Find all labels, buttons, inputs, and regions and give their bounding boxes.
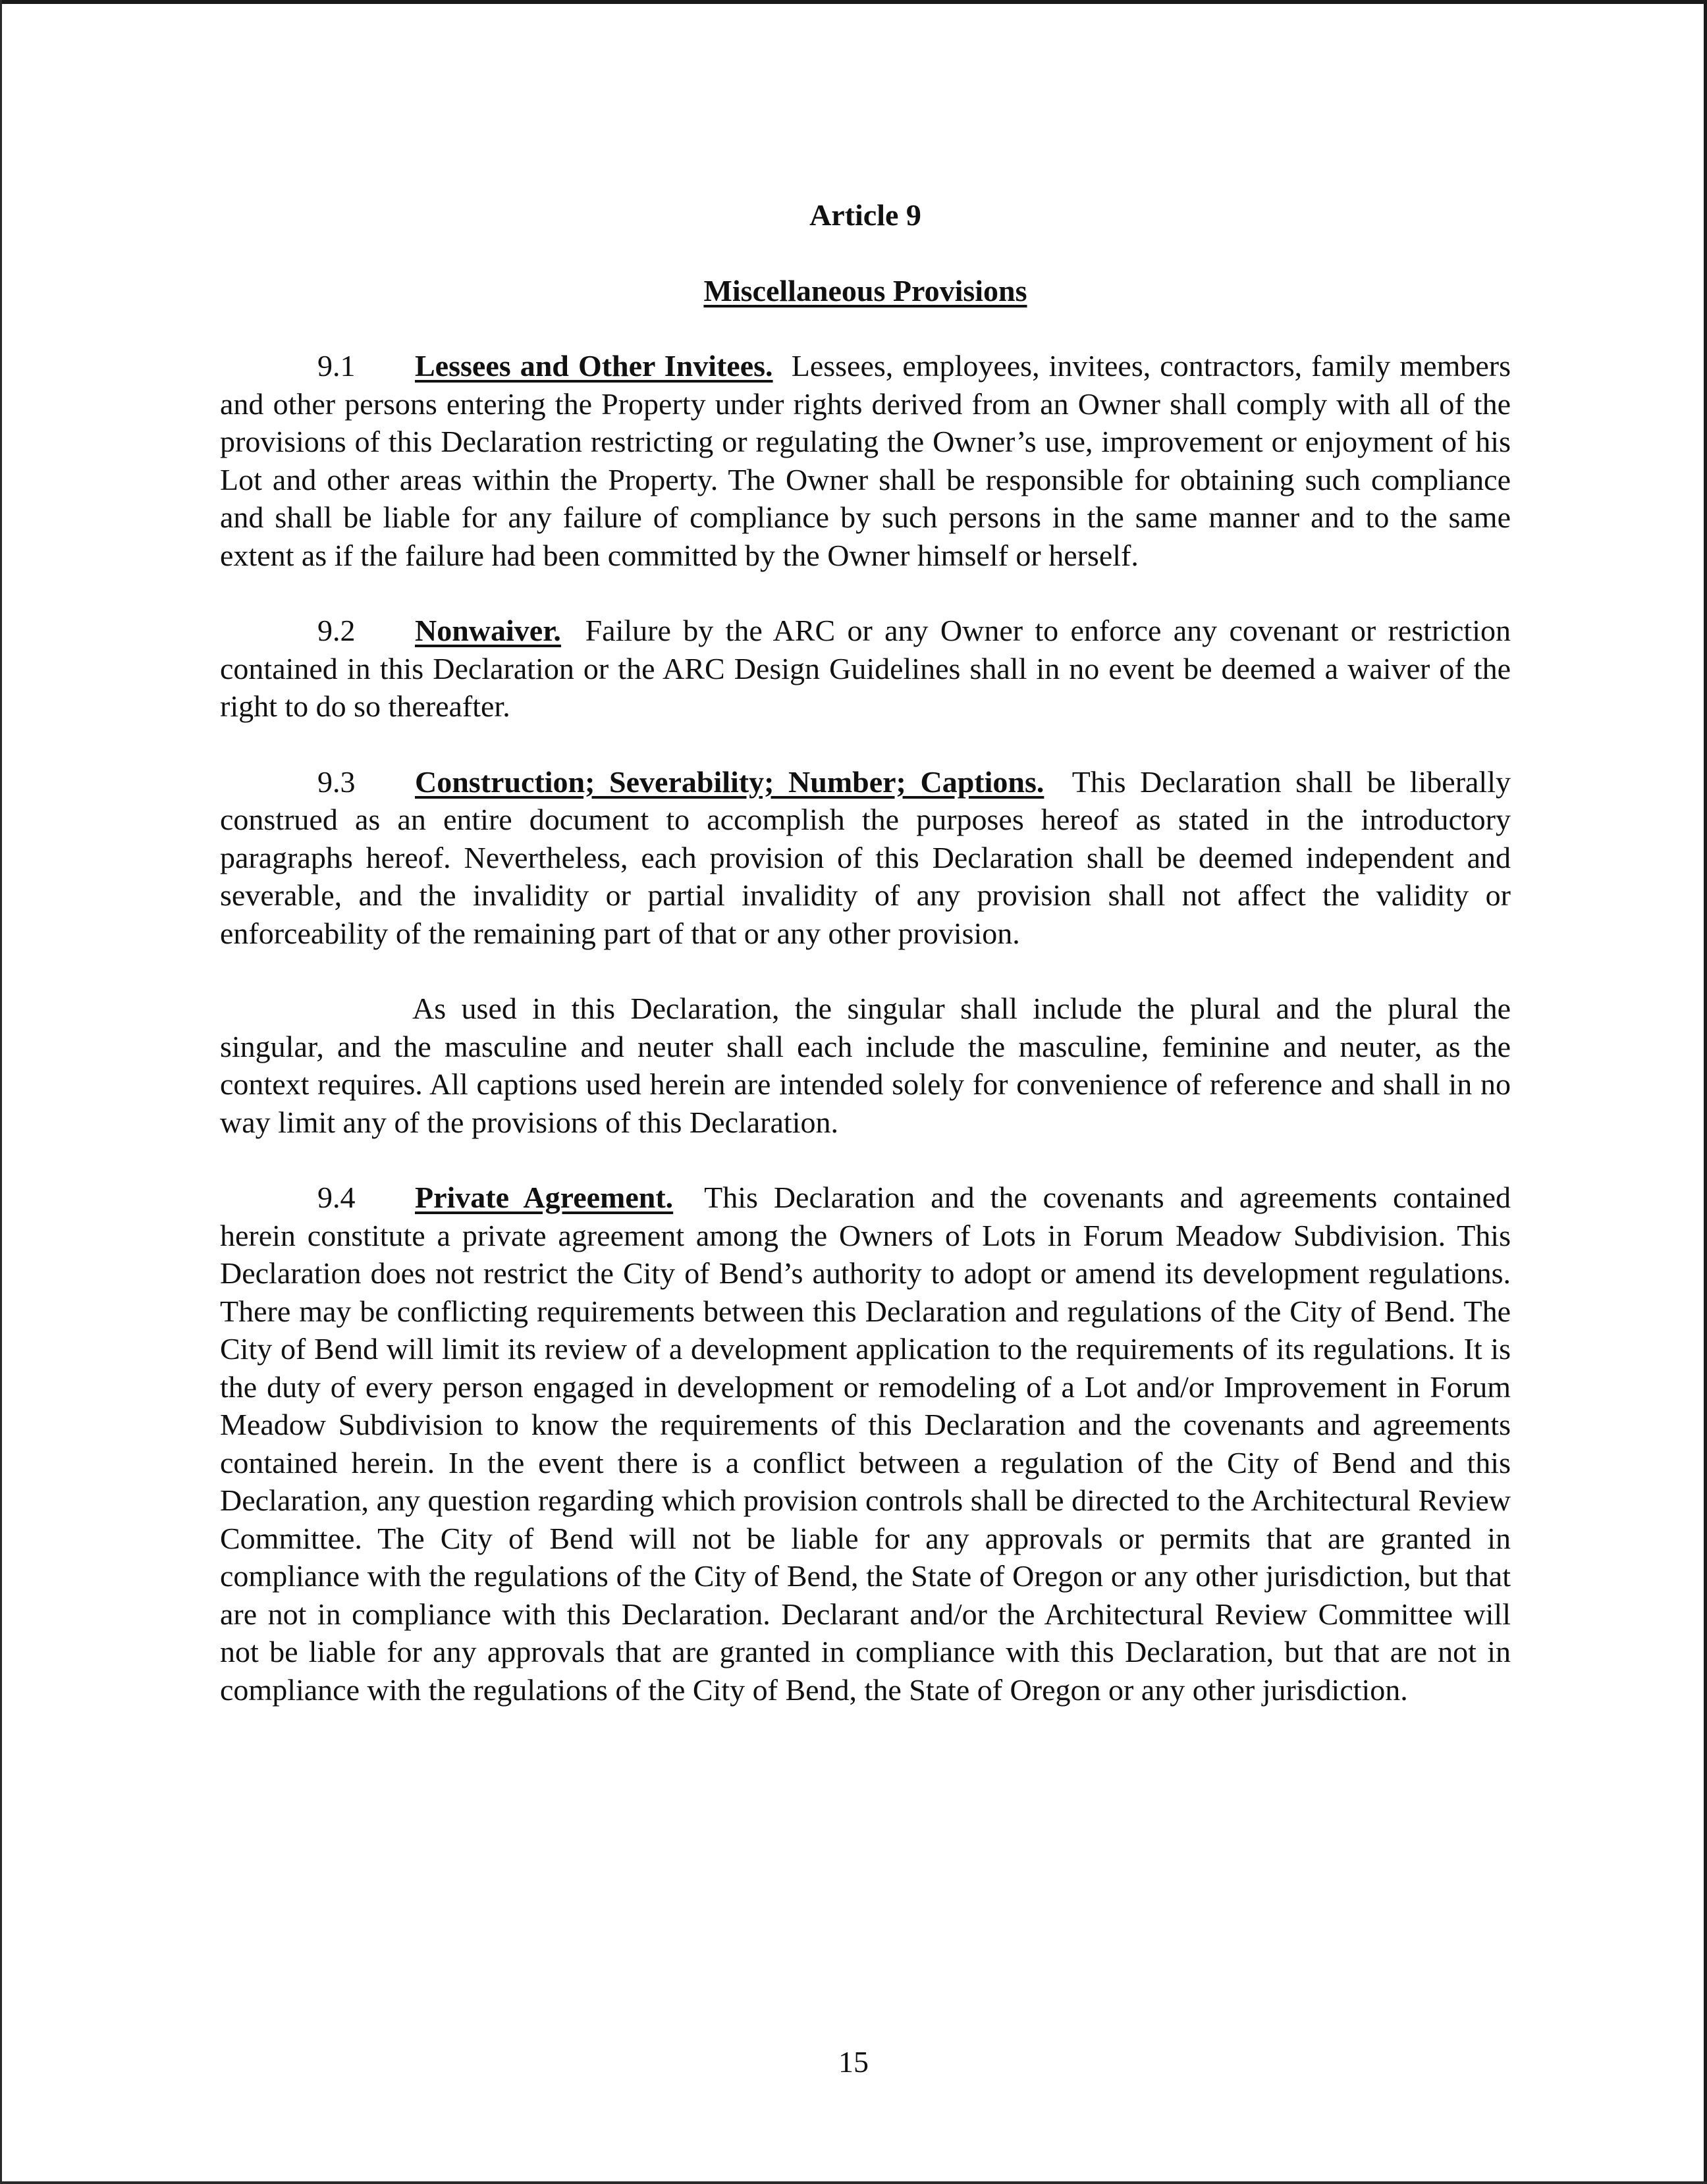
section-9-3 — [220, 763, 1511, 953]
section-text: This Declaration shall be liberally construed as an entire document to accomplish the purposes hereof as stated in the introductory paragraphs hereof. Nevertheless, each provision of this Declaration shall be deemed independent and severable, and the invalidity or partial invalidity of any provision shall not affect the validity or enforceability of the remaining part of that or any other provision. — [220, 764, 1511, 950]
section-title: Construction; Severability; Number; Captions. — [415, 764, 1044, 799]
section-number: 9.4 — [317, 1181, 356, 1214]
section-number: 9.1 — [317, 349, 356, 383]
scan-border-right — [1704, 0, 1707, 2184]
page-number: 15 — [838, 2045, 869, 2079]
section-text: Failure by the ARC or any Owner to enforce any covenant or restriction contained in this Declaration or the ARC Design Guidelines shall in no event be deemed a waiver of the right to do so thereafter. — [220, 614, 1511, 723]
article-label: Article 9 — [809, 198, 921, 232]
section-9-4 — [220, 1179, 1511, 1709]
document-body — [220, 196, 1511, 1746]
section-title: Nonwaiver. — [415, 614, 561, 647]
scan-border-left — [0, 0, 2, 2184]
section-title: Private Agreement. — [415, 1181, 674, 1214]
section-9-1 — [220, 347, 1511, 574]
scan-border-bottom — [0, 2181, 1707, 2184]
section-9-3-subparagraph: As used in this Declaration, the singular shall include the plural and the plural the singular, and the masculine and neuter shall each include the masculine, feminine and neuter, as the context requires. All captions used herein are intended solely for convenience of reference and shall in no way limit any of the provisions of this Declaration. — [220, 992, 1511, 1139]
section-number: 9.2 — [317, 614, 356, 647]
section-title: Lessees and Other Invitees. — [415, 349, 773, 383]
scan-border-top — [0, 0, 1707, 4]
section-text: This Declaration and the covenants and agreements contained herein constitute a private agreement among the Owners of Lots in Forum Meadow Subdivision. This Declaration does not restrict the City of Bend’s authority to adopt or amend its development regulations. There may be conflicting requirements between this Declaration and regulations of the City of Bend. The City of Bend will limit its review of a development application to the requirements of its regulations. It is the duty of every person engaged in development or remodeling of a Lot and/or Improvement in Forum Meadow Subdivision to know the requirements of this Declaration and the covenants and agreements contained herein. In the event there is a conflict between a regulation of the City of Bend and this Declaration, any question regarding which provision controls shall be directed to the Architectural Review Committee. The City of Bend will not be liable for any approvals or permits that are granted in compliance with the regulations of the City of Bend, the State of Oregon or any other jurisdiction, but that are not in compliance with this Declaration. Declarant and/or the Architectural Review Committee will not be liable for any approvals that are granted in compliance with this Declaration, but that are not in compliance with the regulations of the City of Bend, the State of Oregon or any other jurisdiction. — [220, 1181, 1511, 1707]
section-text: Lessees, employees, invitees, contractors, family members and other persons entering the Property under rights derived from an Owner shall comply with all of the provisions of this Declaration restricting or regulating the Owner’s use, improvement or enjoyment of his Lot and other areas within the Property. The Owner shall be responsible for obtaining such compliance and shall be liable for any failure of compliance by such persons in the same manner and to the same extent as if the failure had been committed by the Owner himself or herself. — [220, 349, 1511, 572]
article-title: Miscellaneous Provisions — [703, 273, 1027, 307]
section-9-2 — [220, 612, 1511, 726]
section-number: 9.3 — [317, 764, 356, 799]
